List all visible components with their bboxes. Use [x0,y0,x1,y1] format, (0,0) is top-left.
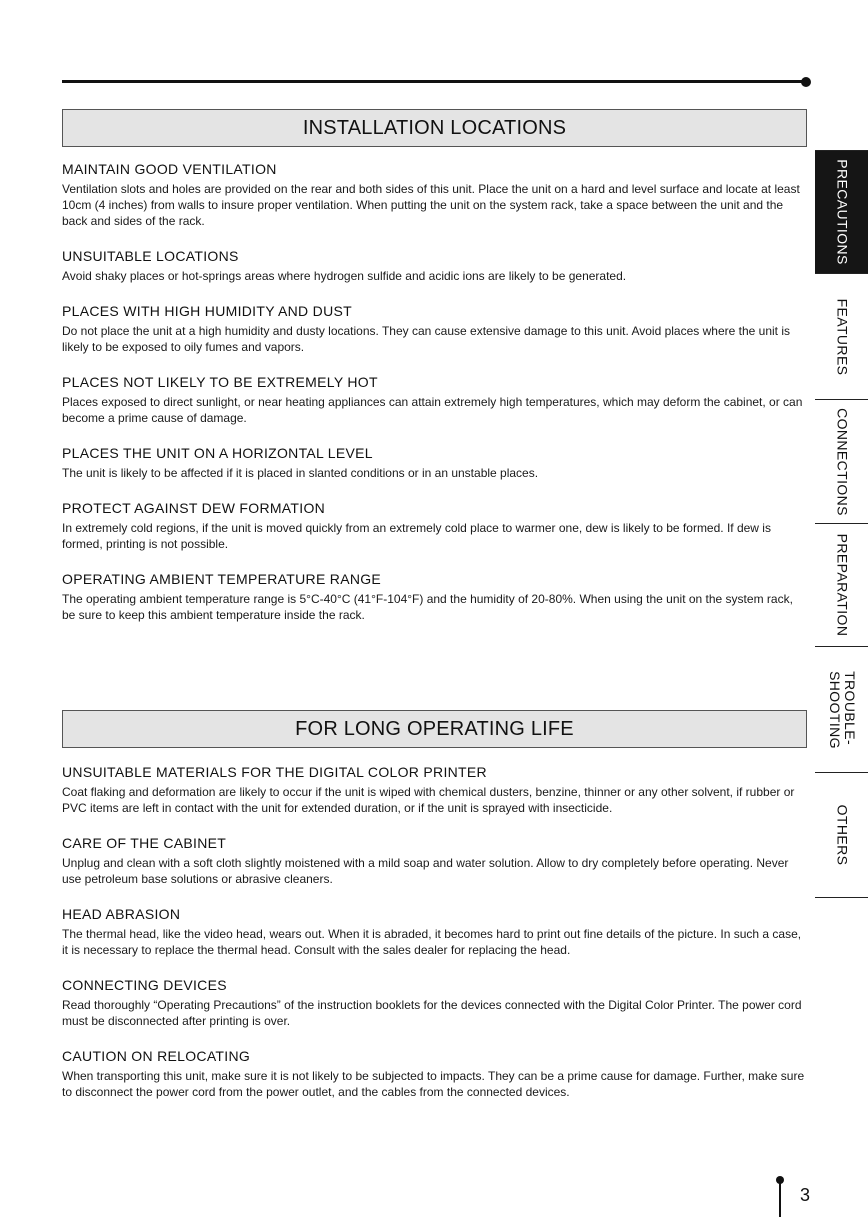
list-item [62,303,808,355]
item-heading: PLACES NOT LIKELY TO BE EXTREMELY HOT [62,374,378,390]
item-heading: PROTECT AGAINST DEW FORMATION [62,500,326,516]
section-banner-long-life [62,710,807,748]
item-body: Coat flaking and deformation are likely to occur if the unit is wiped with chemical dusters, benzine, thinner or any other solvent, if rubber or PVC items are left in contact with the unit for extended duration, or if the unit is sprayed with insecticide. [62,785,795,815]
list-item [62,906,808,958]
list-item [62,445,808,481]
header-rule [62,80,806,83]
item-body: Avoid shaky places or hot-springs areas where hydrogen sulfide and acidic ions are likely to be generated. [62,269,627,283]
page-number: 3 [800,1185,811,1205]
item-heading: UNSUITABLE LOCATIONS [62,248,239,264]
section-banner-installation [62,109,807,147]
item-body: When transporting this unit, make sure it is not likely to be subjected to impacts. They can be a prime cause for damage. Further, make sure to disconnect the power cord from the power outlet, and the cables from the connected devices. [62,1069,805,1099]
tab-label: FEATURES [834,298,850,375]
item-body: In extremely cold regions, if the unit is moved quickly from an extremely cold place to warmer one, dew is likely to be formed. If dew is formed, printing is not possible. [62,521,771,551]
list-item [62,571,808,623]
tab-connections[interactable] [815,399,868,523]
item-heading: CAUTION ON RELOCATING [62,1048,251,1064]
tab-label: OTHERS [834,804,850,866]
item-heading: OPERATING AMBIENT TEMPERATURE RANGE [62,571,382,587]
item-heading: MAINTAIN GOOD VENTILATION [62,161,277,177]
item-heading: HEAD ABRASION [62,906,181,922]
item-body: Do not place the unit at a high humidity and dusty locations. They can cause extensive damage to this unit. Avoid places where the unit is likely to be exposed to oily fumes and vapors. [62,324,790,354]
header-rule-dot [801,77,811,87]
item-heading: PLACES WITH HIGH HUMIDITY AND DUST [62,303,352,319]
installation-section [62,161,808,642]
item-heading: PLACES THE UNIT ON A HORIZONTAL LEVEL [62,445,373,461]
list-item [62,977,808,1029]
tab-others[interactable] [815,772,868,898]
item-body: Unplug and clean with a soft cloth slightly moistened with a mild soap and water solution. Allow to dry completely before operating. Never use petroleum base solutions or abrasive cleaners. [62,856,789,886]
tab-troubleshooting[interactable] [815,646,868,772]
item-body: The unit is likely to be affected if it is placed in slanted conditions or in an unstable places. [62,466,539,480]
item-body: Places exposed to direct sunlight, or near heating appliances can attain extremely high temperatures, which may deform the cabinet, or can become a prime cause of damage. [62,395,803,425]
tab-label-line1: TROUBLE- [841,670,858,745]
tab-label: PREPARATION [834,533,850,637]
item-heading: CONNECTING DEVICES [62,977,227,993]
page-number-rule [779,1181,781,1217]
item-body: The operating ambient temperature range is 5°C-40°C (41°F-104°F) and the humidity of 20-80%. When using the unit on the system rack, be sure to keep this ambient temperature inside the rack. [62,592,793,622]
section-title: INSTALLATION LOCATIONS [302,116,567,139]
list-item [62,374,808,426]
list-item [62,764,808,816]
tab-label-line2: SHOOTING [826,670,843,749]
section-title: FOR LONG OPERATING LIFE [295,717,574,740]
side-tabs [815,150,868,898]
tab-features[interactable] [815,273,868,399]
list-item [62,161,808,229]
tab-label: CONNECTIONS [834,407,850,516]
item-body: The thermal head, like the video head, wears out. When it is abraded, it becomes hard to print out fine details of the picture. In such a case, it is necessary to replace the thermal head. Consult with the sales dealer for replacing the head. [62,927,802,957]
item-heading: CARE OF THE CABINET [62,835,227,851]
item-body: Ventilation slots and holes are provided on the rear and both sides of this unit. Place the unit on a hard and level surface and locate at least 10cm (4 inches) from walls to insure proper ventilation. When putting the unit on the system rack, take a space between the unit and the back and sides of the rack. [62,182,800,228]
tab-label: PRECAUTIONS [834,159,850,265]
list-item [62,500,808,552]
list-item [62,248,808,284]
list-item [62,835,808,887]
item-heading: UNSUITABLE MATERIALS FOR THE DIGITAL COLOR PRINTER [62,764,487,780]
tab-precautions[interactable] [815,150,868,273]
list-item [62,1048,808,1100]
tab-preparation[interactable] [815,523,868,646]
long-life-section [62,764,808,1119]
item-body: Read thoroughly “Operating Precautions” of the instruction booklets for the devices connected with the Digital Color Printer. The power cord must be disconnected after printing is over. [62,998,802,1028]
